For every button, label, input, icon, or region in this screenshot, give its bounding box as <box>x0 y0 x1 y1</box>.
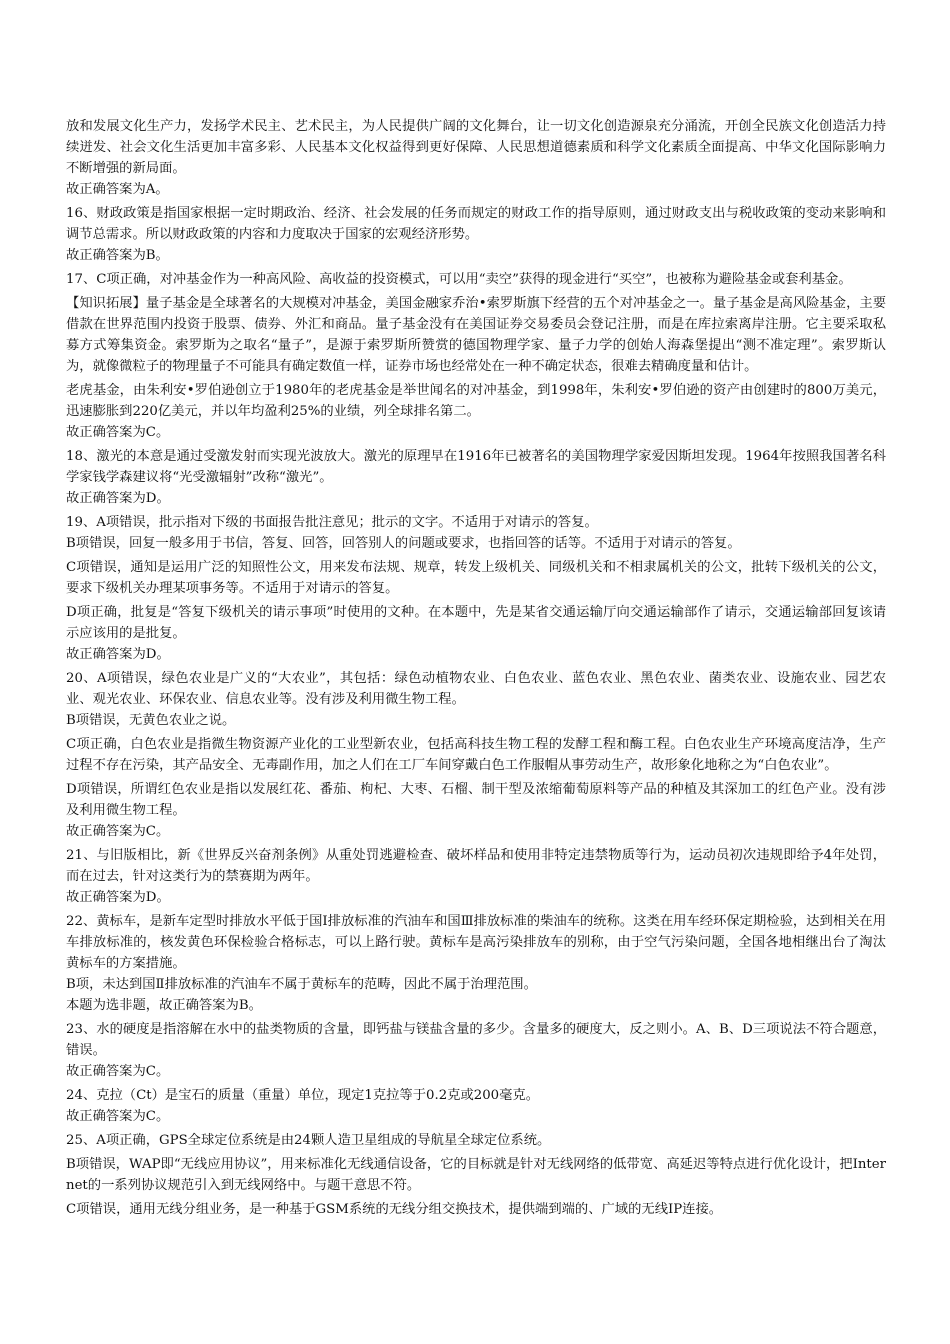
answer-line: 故正确答案为B。 <box>66 248 169 263</box>
question-19-option-c: C项错误，通知是运用广泛的知照性公文，用来发布法规、规章，转发上级机关、同级机关和不相隶属机关的公文，批转下级机关的公文，要求下级机关办理某项事务等。不适用于对请示的答复。 <box>66 560 886 596</box>
question-16-explanation: 16、财政政策是指国家根据一定时期政治、经济、社会发展的任务而规定的财政工作的指导原则，通过财政支出与税收政策的变动来影响和调节总需求。所以财政政策的内容和力度取决于国家的宏观经济形势。 <box>66 206 886 242</box>
answer-line: 故正确答案为A。 <box>66 182 169 197</box>
answer-line: 故正确答案为D。 <box>66 890 170 905</box>
question-22-explanation: 22、黄标车，是新车定型时排放水平低于国Ⅰ排放标准的汽油车和国Ⅲ排放标准的柴油车的统称。这类在用车经环保定期检验，达到相关在用车排放标准的，核发黄色环保检验合格标志，可以上路行驶。黄标车是高污染排放车的别称，由于空气污染问题，全国各地相继出台了淘汰黄标车的方案措施。 <box>66 914 886 971</box>
question-22-option-b: B项，未达到国Ⅱ排放标准的汽油车不属于黄标车的范畴，因此不属于治理范围。 <box>66 977 537 992</box>
answer-line: 故正确答案为C。 <box>66 824 170 839</box>
answer-line: 本题为选非题，故正确答案为B。 <box>66 998 262 1013</box>
question-20-option-c: C项正确，白色农业是指微生物资源产业化的工业型新农业，包括高科技生物工程的发酵工程和酶工程。白色农业生产环境高度洁净，生产过程不存在污染，其产品安全、无毒副作用，加之人们在工厂车间穿戴白色工作服帽从事劳动生产，故形象化地称之为“白色农业”。 <box>66 737 886 773</box>
question-20-option-b: B项错误，无黄色农业之说。 <box>66 713 236 728</box>
question-19-option-d: D项正确，批复是“答复下级机关的请示事项”时使用的文种。在本题中，先是某省交通运输厅向交通运输部作了请示，交通运输部回复该请示应该用的是批复。 <box>66 605 886 641</box>
answer-line: 故正确答案为C。 <box>66 1109 170 1124</box>
answer-line: 故正确答案为D。 <box>66 647 170 662</box>
question-19-option-b: B项错误，回复一般多用于书信，答复、回答，回答别人的问题或要求，也指回答的话等。不适用于对请示的答复。 <box>66 536 741 551</box>
question-19-option-a: 19、A项错误，批示指对下级的书面报告批注意见；批示的文字。不适用于对请示的答复。 <box>66 515 598 530</box>
question-20-option-a: 20、A项错误，绿色农业是广义的“大农业”，其包括：绿色动植物农业、白色农业、蓝色农业、黑色农业、菌类农业、设施农业、园艺农业、观光农业、环保农业、信息农业等。没有涉及利用微生物工程。 <box>66 671 886 707</box>
knowledge-extension-tiger-fund: 老虎基金，由朱利安•罗伯逊创立于1980年的老虎基金是举世闻名的对冲基金，到1998年，朱利安•罗伯逊的资产由创建时的800万美元，迅速膨胀到220亿美元，并以年均盈利25%的业绩，列全球排名第二。 <box>66 383 886 419</box>
question-17-explanation: 17、C项正确，对冲基金作为一种高风险、高收益的投资模式，可以用“卖空”获得的现金进行“买空”，也被称为避险基金或套利基金。 <box>66 272 852 287</box>
question-25-option-a: 25、A项正确，GPS全球定位系统是由24颗人造卫星组成的导航星全球定位系统。 <box>66 1133 551 1148</box>
answer-line: 故正确答案为C。 <box>66 1064 170 1079</box>
question-25-option-b: B项错误，WAP即“无线应用协议”，用来标准化无线通信设备，它的目标就是针对无线网络的低带宽、高延迟等特点进行优化设计，把Internet的一系列协议规范引入到无线网络中。与题干意思不符。 <box>66 1157 886 1193</box>
question-21-explanation: 21、与旧版相比，新《世界反兴奋剂条例》从重处罚逃避检查、破坏样品和使用非特定违禁物质等行为，运动员初次违规即给予4年处罚，而在过去，针对这类行为的禁赛期为两年。 <box>66 848 886 884</box>
knowledge-extension-quantum-fund: 【知识拓展】量子基金是全球著名的大规模对冲基金，美国金融家乔治•索罗斯旗下经营的五个对冲基金之一。量子基金是高风险基金，主要借款在世界范围内投资于股票、债券、外汇和商品。量子基金没有在美国证券交易委员会登记注册，而是在库拉索离岸注册。它主要采取私募方式筹集资金。索罗斯为之取名“量子”，是源于索罗斯所赞赏的德国物理学家、量子力学的创始人海森堡提出“测不准定理”。索罗斯认为，就像微粒子的物理量子不可能具有确定数值一样，证券市场也经常处在一种不确定状态，很难去精确度量和估计。 <box>66 296 886 374</box>
answer-line: 故正确答案为D。 <box>66 491 170 506</box>
question-20-option-d: D项错误，所谓红色农业是指以发展红花、番茄、枸杞、大枣、石榴、制干型及浓缩葡萄原料等产品的种植及其深加工的红色产业。没有涉及利用微生物工程。 <box>66 782 886 818</box>
paragraph-continuation: 放和发展文化生产力，发扬学术民主、艺术民主，为人民提供广阔的文化舞台，让一切文化创造源泉充分涌流，开创全民族文化创造活力持续迸发、社会文化生活更加丰富多彩、人民基本文化权益得到更好保障、人民思想道德素质和科学文化素质全面提高、中华文化国际影响力不断增强的新局面。 <box>66 119 886 176</box>
question-25-option-c: C项错误，通用无线分组业务，是一种基于GSM系统的无线分组交换技术，提供端到端的、广域的无线IP连接。 <box>66 1202 723 1217</box>
question-24-explanation: 24、克拉（Ct）是宝石的质量（重量）单位，现定1克拉等于0.2克或200毫克。 <box>66 1088 540 1103</box>
answer-line: 故正确答案为C。 <box>66 425 170 440</box>
question-18-explanation: 18、激光的本意是通过受激发射而实现光波放大。激光的原理早在1916年已被著名的美国物理学家爱因斯坦发现。1964年按照我国著名科学家钱学森建议将“光受激辐射”改称“激光”。 <box>66 449 886 485</box>
question-23-explanation: 23、水的硬度是指溶解在水中的盐类物质的含量，即钙盐与镁盐含量的多少。含量多的硬度大，反之则小。A、B、D三项说法不符合题意，错误。 <box>66 1022 886 1058</box>
